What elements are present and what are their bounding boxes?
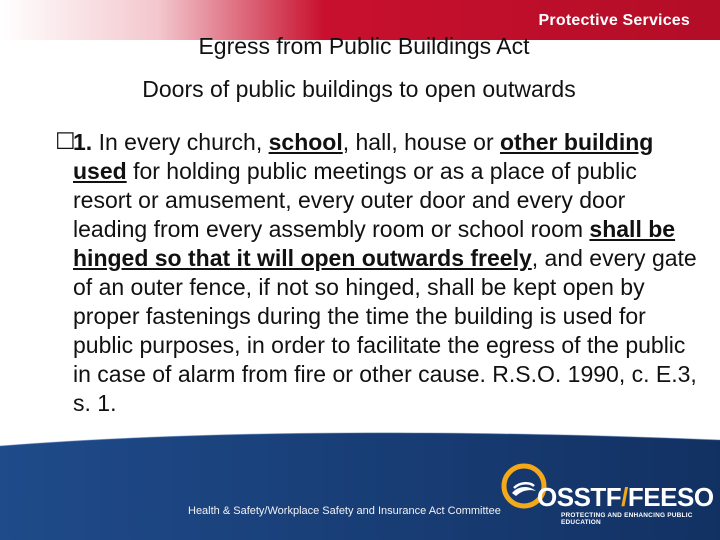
clause-number: 1. xyxy=(73,129,93,155)
logo-name-left: OSSTF xyxy=(537,482,622,512)
footer-committee: Health & Safety/Workplace Safety and Insurance Act Committee xyxy=(188,505,501,517)
text-segment: for holding public meetings or as a place of public resort or amusement, every outer door and every door leading from every assembly room or school room xyxy=(73,158,637,242)
logo-name-right: FEESO xyxy=(627,482,714,512)
text-segment: In every church, xyxy=(92,129,269,155)
emphasis-school: school xyxy=(268,129,343,155)
header-label: Protective Services xyxy=(538,12,690,29)
slide-subtitle: Doors of public buildings to open outwards xyxy=(142,76,576,102)
logo-slash: / xyxy=(621,482,628,512)
emphasis-other-building: other building used xyxy=(73,129,654,184)
text-segment: , and every gate of an outer fence, if not so hinged, shall be kept open by proper fastenings during the time the building is used for public purposes, in order to facilitate the egress of the public in case of alarm from fire or other cause. R.S.O. 1990, c. E.3, s. 1. xyxy=(73,245,697,416)
osstf-logo-text xyxy=(537,482,714,513)
emphasis-hinged: shall be hinged so that it will open outwards freely xyxy=(73,216,676,271)
body-text xyxy=(57,128,697,418)
body-paragraph xyxy=(57,128,697,418)
bullet-glyph: ☐ xyxy=(55,128,76,154)
text-segment: , hall, house or xyxy=(342,129,500,155)
slide-title: Egress from Public Buildings Act xyxy=(198,33,530,59)
logo-tagline: PROTECTING AND ENHANCING PUBLIC EDUCATION xyxy=(561,512,693,526)
